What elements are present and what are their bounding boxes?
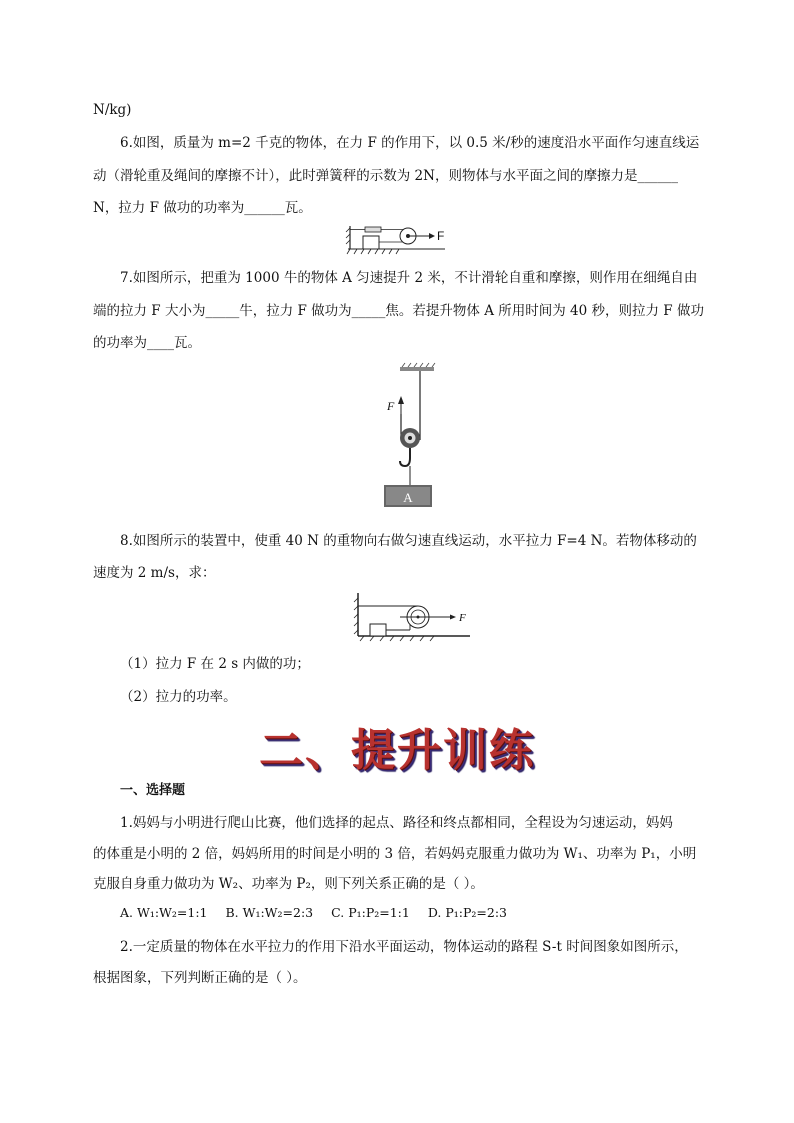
subsection-heading: 一、选择题 [120,783,186,798]
question-8-sub-1: （1）拉力 F 在 2 s 内做的功； [120,656,310,672]
option-d: D. P₁:P₂=2:3 [427,905,507,920]
figure-q6-force-label: F [437,229,445,243]
figure-q7-movable-pulley [375,362,445,512]
problem-1-line-3: 克服自身重力做功为 W₂、功率为 P₂，则下列关系正确的是（ ）。 [93,876,484,892]
problem-1-options [120,904,521,922]
question-7-line-2: 端的拉力 F 大小为_____牛，拉力 F 做功为_____焦。若提升物体 A 所用时间为 40 秒，则拉力 F 做功 [93,303,704,319]
question-7-line-1: 7.如图所示，把重为 1000 牛的物体 A 匀速提升 2 米，不计滑轮自重和摩擦，则作用在细绳自由 [120,270,698,286]
option-b: B. W₁:W₂=2:3 [225,905,314,920]
question-7-line-3: 的功率为____瓦。 [93,335,201,351]
problem-2-line-2: 根据图象，下列判断正确的是（ ）。 [93,970,307,986]
question-6-line-3: N，拉力 F 做功的功率为______瓦。 [93,200,312,216]
question-8-line-2: 速度为 2 m/s，求： [93,565,216,581]
figure-q7-force-label: F [387,399,395,413]
section-heading: 二、提升训练 [259,725,535,776]
text-line: N/kg) [93,102,132,118]
question-6-line-1: 6.如图，质量为 m=2 千克的物体，在力 F 的作用下，以 0.5 米/秒的速度沿水平面作匀速直线运 [120,135,700,151]
problem-1-line-1: 1.妈妈与小明进行爬山比赛，他们选择的起点、路径和终点都相同，全程设为匀速运动，妈妈 [120,815,673,831]
option-c: C. P₁:P₂=1:1 [331,905,410,920]
question-8-sub-2: （2）拉力的功率。 [120,689,237,705]
figure-q6-pulley [345,222,455,256]
figure-q7-block-label: A [403,490,413,505]
problem-2-line-1: 2.一定质量的物体在水平拉力的作用下沿水平面运动，物体运动的路程 S-t 时间图象如图所示， [120,939,688,955]
question-8-line-1: 8.如图所示的装置中，使重 40 N 的重物向右做匀速直线运动，水平拉力 F=4 N。若物体移动的 [120,533,697,549]
figure-q8-force-label: F [459,612,466,624]
question-6-line-2: 动（滑轮重及绳间的摩擦不计），此时弹簧秤的示数为 2N，则物体与水平面之间的摩擦力是______ [93,168,678,184]
problem-1-line-2: 的体重是小明的 2 倍，妈妈所用的时间是小明的 3 倍，若妈妈克服重力做功为 W₁、功率为 P₁，小明 [93,846,697,862]
option-a: A. W₁:W₂=1:1 [120,905,208,920]
figure-q8-pulley [350,588,475,643]
